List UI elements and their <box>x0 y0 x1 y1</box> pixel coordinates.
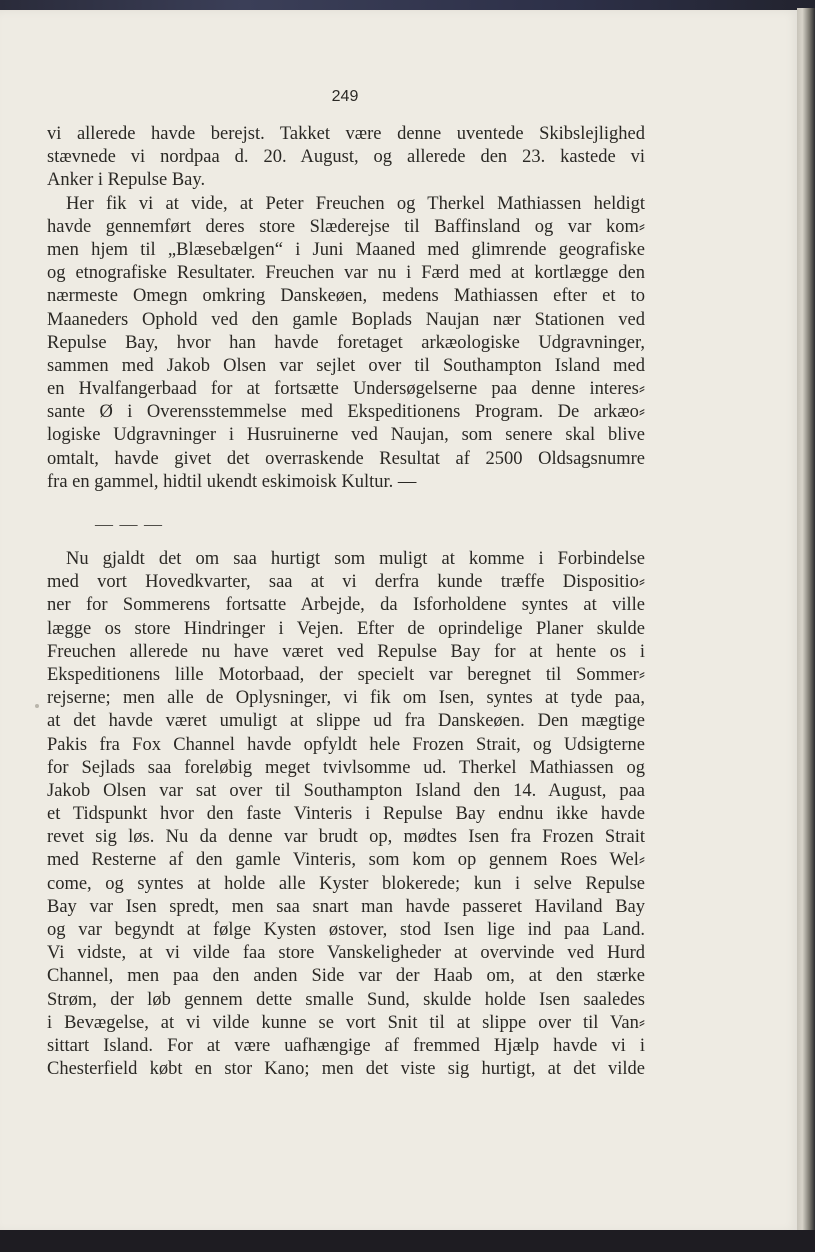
text-block-bottom <box>47 548 645 1081</box>
text-line: og var begyndt at følge Kysten østover, stod Isen lige ind paa Land. <box>47 920 645 940</box>
text-line: Chesterfield købt en stor Kano; men det viste sig hurtigt, at det vilde <box>47 1059 645 1080</box>
section-separator: — — — <box>95 514 163 534</box>
text-line: Repulse Bay, hvor han havde foretaget arkæologiske Udgravninger, <box>47 332 645 353</box>
bottom-dark-background <box>0 1230 815 1252</box>
page-edge-shadow <box>797 8 815 1252</box>
text-line: sammen med Jakob Olsen var sejlet over til Southampton Island med <box>47 355 645 376</box>
text-line: lægge os store Hindringer i Vejen. Efter de oprindelige Planer skulde <box>47 618 645 639</box>
text-line: rejserne; men alle de Oplysninger, vi fik om Isen, syntes at tyde paa, <box>47 688 645 709</box>
margin-speck <box>35 704 39 708</box>
text-line: Ekspeditionens lille Motorbaad, der specielt var beregnet til Sommer⸗ <box>47 664 645 685</box>
text-line: Bay var Isen spredt, men saa snart man havde passeret Haviland Bay <box>47 896 645 917</box>
text-line: omtalt, havde givet det overraskende Resultat af 2500 Oldsagsnumre <box>47 448 645 469</box>
text-line: logiske Udgravninger i Husruinerne ved Naujan, som senere skal blive <box>47 425 645 446</box>
text-line: Jakob Olsen var sat over til Southampton Island den 14. August, paa <box>47 780 645 801</box>
text-line: for Sejlads saa foreløbig meget tvivlsomme ud. Therkel Mathiassen og <box>47 757 645 778</box>
text-line: med vort Hovedkvarter, saa at vi derfra kunde træffe Dispositio⸗ <box>47 572 645 593</box>
text-line: men hjem til „Blæsebælgen“ i Juni Maaned med glimrende geografiske <box>47 239 645 260</box>
text-line: fra en gammel, hidtil ukendt eskimoisk Kultur. — <box>47 471 417 492</box>
text-line: Maaneders Ophold ved den gamle Boplads Naujan nær Stationen ved <box>47 309 645 330</box>
text-line: Anker i Repulse Bay. <box>47 170 206 191</box>
text-line: Strøm, der løb gennem dette smalle Sund, skulde holde Isen saaledes <box>47 989 645 1010</box>
text-line: vi allerede havde berejst. Takket være denne uventede Skibslejlighed <box>47 124 645 144</box>
text-line: revet sig løs. Nu da denne var brudt op, mødtes Isen fra Frozen Strait <box>47 827 645 848</box>
text-line: Her fik vi at vide, at Peter Freuchen og Therkel Mathiassen heldigt <box>66 193 645 214</box>
text-block-top <box>47 123 645 494</box>
text-line: havde gennemført deres store Slæderejse til Baffinsland og var kom⸗ <box>47 216 645 237</box>
text-line: en Hvalfangerbaad for at fortsætte Undersøgelserne paa denne interes⸗ <box>47 379 645 400</box>
text-line: sante Ø i Overensstemmelse med Ekspeditionens Program. De arkæo⸗ <box>47 402 645 423</box>
text-line: stævnede vi nordpaa d. 20. August, og allerede den 23. kastede vi <box>47 147 645 168</box>
text-line: Pakis fra Fox Channel havde opfyldt hele Frozen Strait, og Udsigterne <box>47 734 645 755</box>
text-line: i Bevægelse, at vi vilde kunne se vort Snit til at slippe over til Van⸗ <box>47 1012 645 1033</box>
text-line: med Resterne af den gamle Vinteris, som kom op gennem Roes Wel⸗ <box>47 850 645 871</box>
text-line: et Tidspunkt hvor den faste Vinteris i Repulse Bay endnu ikke havde <box>47 804 645 825</box>
text-line: Channel, men paa den anden Side var der Haab om, at den stærke <box>47 966 645 987</box>
text-line: sittart Island. For at være uafhængige af fremmed Hjælp havde vi i <box>47 1035 645 1056</box>
text-line: og etnografiske Resultater. Freuchen var nu i Færd med at kortlægge den <box>47 263 645 284</box>
page-number: 249 <box>331 88 359 105</box>
text-line: at det havde været umuligt at slippe ud fra Danskeøen. Den mægtige <box>47 711 645 732</box>
text-line: ner for Sommerens fortsatte Arbejde, da Isforholdene syntes at ville <box>47 595 645 616</box>
text-line: come, og syntes at holde alle Kyster blokerede; kun i selve Repulse <box>47 873 645 894</box>
text-line: nærmeste Omegn omkring Danskeøen, medens Mathiassen efter et to <box>47 286 645 307</box>
text-line: Nu gjaldt det om saa hurtigt som muligt at komme i Forbindelse <box>66 549 645 569</box>
text-line: Freuchen allerede nu have været ved Repulse Bay for at hente os i <box>47 641 645 662</box>
text-line: Vi vidste, at vi vilde faa store Vanskeligheder at overvinde ved Hurd <box>47 943 645 964</box>
